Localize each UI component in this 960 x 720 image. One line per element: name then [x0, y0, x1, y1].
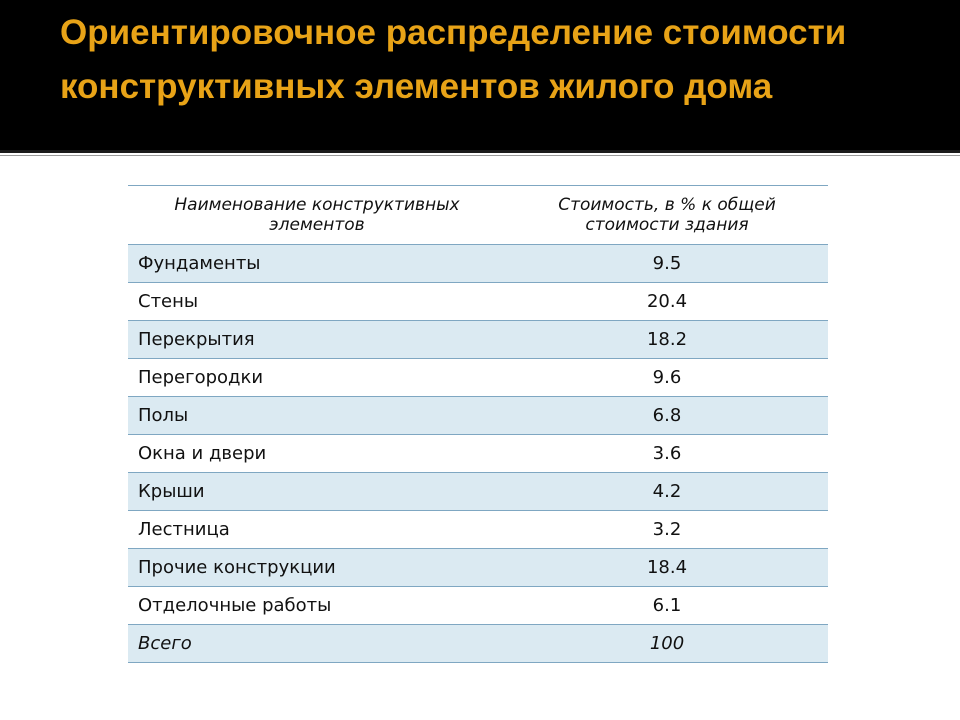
- table-row: [128, 587, 828, 625]
- title-divider: [0, 150, 960, 153]
- element-name-cell: Полы: [128, 397, 506, 435]
- header-element-name: Наименование конструктивных элементов: [128, 186, 506, 245]
- table-row: [128, 397, 828, 435]
- cost-percent-cell: 9.6: [506, 359, 828, 397]
- element-name-cell: Фундаменты: [128, 245, 506, 283]
- cost-percent-cell: 4.2: [506, 473, 828, 511]
- cost-percent-cell: 6.1: [506, 587, 828, 625]
- slide-title: Ориентировочное распределение стоимости конструктивных элементов жилого дома: [60, 13, 847, 106]
- element-name-cell: Перегородки: [128, 359, 506, 397]
- element-name-cell: Перекрытия: [128, 321, 506, 359]
- element-name-cell: Стены: [128, 283, 506, 321]
- element-name-cell: Окна и двери: [128, 435, 506, 473]
- element-name-cell: Крыши: [128, 473, 506, 511]
- cost-percent-cell: 3.6: [506, 435, 828, 473]
- cost-percent-cell: 3.2: [506, 511, 828, 549]
- total-label-cell: Всего: [128, 625, 506, 663]
- cost-percent-cell: 18.4: [506, 549, 828, 587]
- table-header-row: [128, 186, 828, 245]
- title-divider-thin: [0, 155, 960, 156]
- table-row: [128, 283, 828, 321]
- table-row: [128, 549, 828, 587]
- element-name-cell: Лестница: [128, 511, 506, 549]
- cost-percent-cell: 20.4: [506, 283, 828, 321]
- title-bar: [0, 0, 960, 150]
- element-name-cell: Прочие конструкции: [128, 549, 506, 587]
- table-total-row: [128, 625, 828, 663]
- table-row: [128, 473, 828, 511]
- cost-percent-cell: 18.2: [506, 321, 828, 359]
- header-cost-percent: Стоимость, в % к общей стоимости здания: [506, 186, 828, 245]
- cost-distribution-table: [128, 185, 828, 663]
- cost-percent-cell: 9.5: [506, 245, 828, 283]
- table-row: [128, 511, 828, 549]
- element-name-cell: Отделочные работы: [128, 587, 506, 625]
- cost-percent-cell: 6.8: [506, 397, 828, 435]
- table-row: [128, 359, 828, 397]
- table-row: [128, 435, 828, 473]
- table-row: [128, 321, 828, 359]
- table-row: [128, 245, 828, 283]
- total-value-cell: 100: [506, 625, 828, 663]
